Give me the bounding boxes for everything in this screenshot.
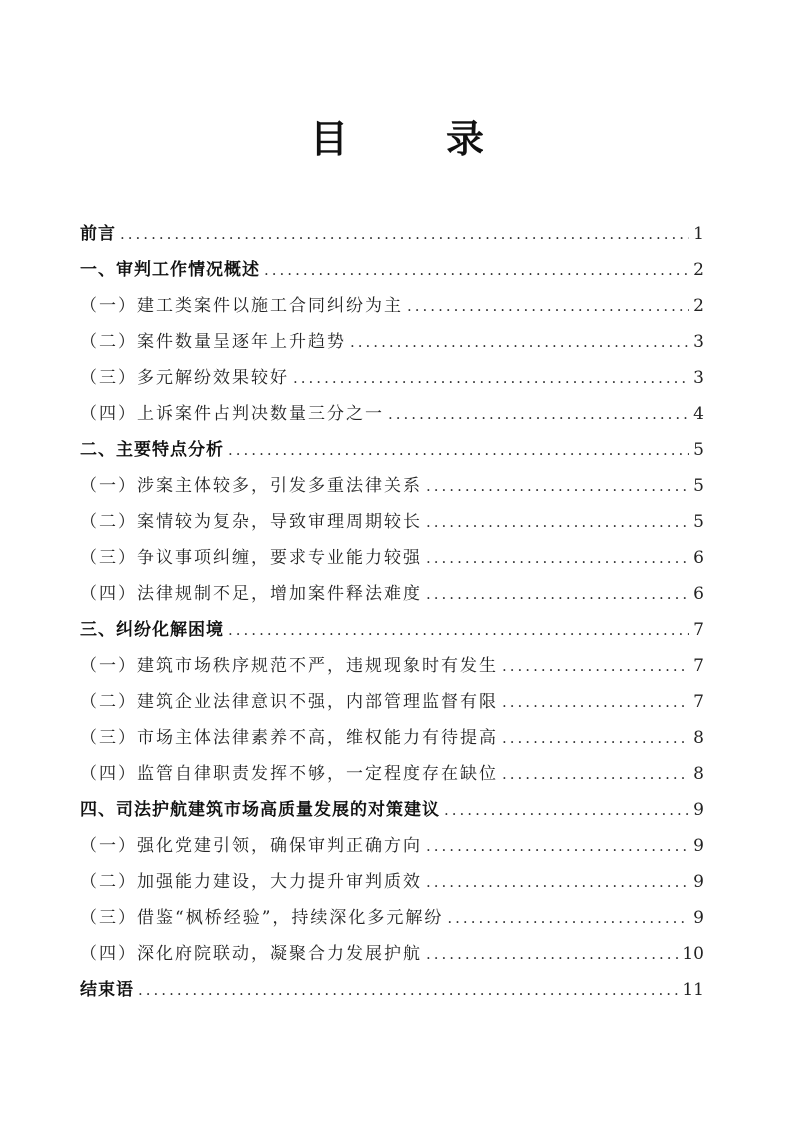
toc-page-number: 7	[693, 656, 704, 676]
toc-entry	[80, 360, 704, 396]
toc-page-number: 11	[682, 980, 704, 1000]
toc-leader	[426, 504, 689, 540]
toc-leader	[120, 216, 689, 252]
toc-entry-label: （一）建筑市场秩序规范不严，违规现象时有发生	[80, 656, 498, 676]
toc-entry	[80, 900, 704, 936]
toc-page-number: 4	[693, 404, 704, 424]
toc-entry	[80, 504, 704, 540]
toc-leader	[228, 612, 689, 648]
toc-page-number: 5	[693, 476, 704, 496]
toc-page-number: 7	[693, 620, 704, 640]
toc-page-number: 1	[693, 224, 704, 244]
toc-page-number: 2	[693, 260, 704, 280]
toc-entry-label: 四、司法护航建筑市场高质量发展的对策建议	[80, 800, 440, 820]
toc-entry	[80, 648, 704, 684]
toc-entry-label: （一）涉案主体较多，引发多重法律关系	[80, 476, 422, 496]
toc-leader	[447, 900, 689, 936]
toc-page-number: 5	[693, 440, 704, 460]
toc-page-number: 9	[693, 800, 704, 820]
toc-entry-label: 前言	[80, 224, 116, 244]
toc-leader	[138, 972, 678, 1008]
toc-page-number: 8	[693, 764, 704, 784]
toc-leader	[444, 792, 689, 828]
toc-entry	[80, 288, 704, 324]
toc-page-number: 3	[693, 332, 704, 352]
toc-leader	[502, 720, 689, 756]
toc-entry-label: （四）法律规制不足，增加案件释法难度	[80, 584, 422, 604]
toc-entry-label: （三）多元解纷效果较好	[80, 368, 289, 388]
toc-entry	[80, 972, 704, 1008]
toc-leader	[426, 864, 689, 900]
toc-entry-label: （一）强化党建引领，确保审判正确方向	[80, 836, 422, 856]
toc-entry	[80, 216, 704, 252]
toc-leader	[264, 252, 689, 288]
toc-page-number: 3	[693, 368, 704, 388]
toc-entry	[80, 936, 704, 972]
toc-entry	[80, 432, 704, 468]
toc-entry	[80, 324, 704, 360]
toc-entry-label: （二）建筑企业法律意识不强，内部管理监督有限	[80, 692, 498, 712]
toc-page-number: 8	[693, 728, 704, 748]
toc-entry-label: （二）案情较为复杂，导致审理周期较长	[80, 512, 422, 532]
toc-leader	[426, 828, 689, 864]
toc-leader	[502, 756, 689, 792]
toc-entry-label: （一）建工类案件以施工合同纠纷为主	[80, 296, 403, 316]
toc-leader	[502, 648, 689, 684]
toc-leader	[293, 360, 689, 396]
toc-leader	[407, 288, 689, 324]
table-of-contents	[80, 216, 704, 1008]
toc-page-number: 9	[693, 836, 704, 856]
toc-entry-label: （四）监管自律职责发挥不够，一定程度存在缺位	[80, 764, 498, 784]
toc-entry-label: （四）深化府院联动，凝聚合力发展护航	[80, 944, 422, 964]
toc-entry	[80, 756, 704, 792]
toc-leader	[426, 936, 678, 972]
toc-leader	[426, 576, 689, 612]
toc-entry-label: （三）借鉴“枫桥经验”，持续深化多元解纷	[80, 908, 444, 928]
toc-entry-label: （三）市场主体法律素养不高，维权能力有待提高	[80, 728, 498, 748]
toc-leader	[426, 468, 689, 504]
toc-page-number: 6	[693, 548, 704, 568]
toc-entry	[80, 684, 704, 720]
toc-entry-label: （四）上诉案件占判决数量三分之一	[80, 404, 384, 424]
toc-page-number: 6	[693, 584, 704, 604]
toc-entry	[80, 828, 704, 864]
toc-entry-label: 一、审判工作情况概述	[80, 260, 260, 280]
toc-leader	[426, 540, 689, 576]
toc-entry	[80, 576, 704, 612]
toc-page-number: 5	[693, 512, 704, 532]
toc-entry-label: （二）加强能力建设，大力提升审判质效	[80, 872, 422, 892]
toc-entry-label: 三、纠纷化解困境	[80, 620, 224, 640]
toc-entry	[80, 864, 704, 900]
toc-entry-label: 结束语	[80, 980, 134, 1000]
toc-entry	[80, 540, 704, 576]
toc-leader	[350, 324, 689, 360]
toc-leader	[502, 684, 689, 720]
toc-leader	[388, 396, 689, 432]
toc-entry	[80, 252, 704, 288]
page-title: 目 录	[309, 117, 514, 161]
toc-leader	[228, 432, 689, 468]
toc-page-number: 9	[693, 908, 704, 928]
toc-page-number: 9	[693, 872, 704, 892]
toc-page-number: 2	[693, 296, 704, 316]
toc-page-number: 10	[682, 944, 704, 964]
toc-entry-label: 二、主要特点分析	[80, 440, 224, 460]
toc-entry-label: （二）案件数量呈逐年上升趋势	[80, 332, 346, 352]
toc-page-number: 7	[693, 692, 704, 712]
toc-entry	[80, 396, 704, 432]
toc-entry	[80, 468, 704, 504]
toc-entry	[80, 720, 704, 756]
toc-entry	[80, 792, 704, 828]
toc-entry-label: （三）争议事项纠缠，要求专业能力较强	[80, 548, 422, 568]
toc-entry	[80, 612, 704, 648]
